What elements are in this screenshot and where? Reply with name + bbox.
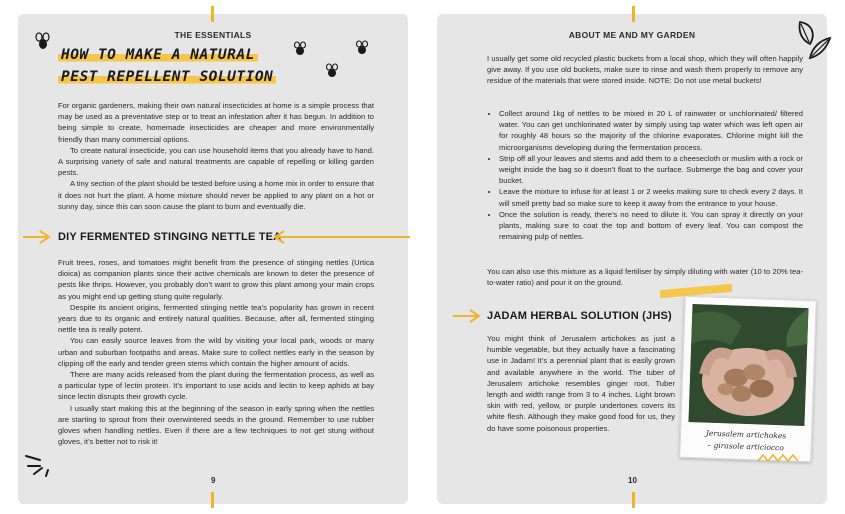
bee-icon bbox=[324, 63, 340, 79]
page-number: 9 bbox=[211, 476, 216, 485]
arrow-left-icon bbox=[272, 230, 412, 244]
photo-polaroid bbox=[679, 296, 817, 463]
spark-lines-icon bbox=[24, 452, 60, 478]
body-paragraph: You can easily source leaves from the wild by visiting your local park, woods or many urban and suburban footpaths and areas. Make sure to collect nettles early in the season by clipping off the early and tender green stems which contain the higher amount of acids. bbox=[58, 336, 374, 368]
body-paragraph: I usually start making this at the beginning of the season in early spring when the nettles are starting to sprout from their overwintered seeds in the ground. Remember to use rubber gloves when handling nettles. Even if there are a few techniques to not get stung without gloves, it’s better not to risk it! bbox=[58, 403, 374, 447]
right-page-header: ABOUT ME AND MY GARDEN bbox=[568, 30, 696, 40]
intro-text bbox=[487, 53, 803, 87]
arrow-right-icon bbox=[452, 309, 482, 323]
page-number: 10 bbox=[628, 476, 637, 485]
list-item: • Leave the mixture to infuse for at least 1 or 2 weeks making sure to check every 2 days. It will smell pretty bad so make sure to keep it away from the entrance to your house. bbox=[499, 186, 803, 208]
list-item: • Once the solution is ready, there’s no need to dilute it. You can spray it directly on your plants, making sure to coat the top and bottom of every leaf. You can compost the remaining pulp of nettles. bbox=[499, 209, 803, 243]
list-item: • Collect around 1kg of nettles to be mixed in 20 L of rainwater or unchlorinated/ filtered water. You can get unchlorinated water by simply using tap water which was left open air for roughly 48 hours so the majority of the chlorine evaporates. Chlorine might kill the microorganisms developing during the fermentation process. bbox=[499, 108, 803, 153]
body-paragraph: You might think of Jerusalem artichokes as just a humble vegetable, but they actually have a fascinating use in Jadam! It’s a perennial plant that is easily grown and available anywhere in the world. The tuber of Jerusalem artichoke resembles ginger root. Tuber length and width range from 3 to 4 inches. Light brown skin with red, yellow, or purple undertones covers its white flesh. Although they make good food for us, they do have some poisonous properties. bbox=[487, 334, 675, 433]
body-paragraph: Despite its ancient origins, fermented stinging nettle tea’s popularity has grown in recent years due to its organic and entirely natural qualities. Because, after all, fermented stinging nettle tea is really potent. bbox=[58, 302, 374, 335]
fertiliser-note bbox=[487, 266, 803, 288]
left-page-header: THE ESSENTIALS bbox=[174, 30, 252, 40]
photo-caption: – girasole articiocco bbox=[707, 440, 785, 453]
intro-paragraph: A tiny section of the plant should be tested before using a home mix in order to ensure that it does not hurt the plant. A home mixture should never be applied to any plant on a hot or sunny day, since this can soon cause the plant to burn and eventually die. bbox=[58, 179, 374, 211]
bottom-tick-left bbox=[211, 492, 214, 508]
artichoke-photo bbox=[688, 304, 808, 426]
intro-paragraph: I usually get some old recycled plastic buckets from a local shop, which they will often happily give away. If you use old buckets, make sure to rinse and wash them properly to remove any residue of the materials that were stored inside. NOTE: Do not use metal buckets! bbox=[487, 54, 803, 86]
steps-list bbox=[487, 108, 803, 242]
photo-caption: Jerusalem artichokes bbox=[705, 428, 787, 441]
section-heading: JADAM HERBAL SOLUTION (JHS) bbox=[487, 310, 672, 322]
top-tick-left bbox=[211, 6, 214, 22]
section-body bbox=[58, 257, 374, 447]
bee-icon bbox=[34, 32, 52, 52]
section-heading: DIY FERMENTED STINGING NETTLE TEA bbox=[58, 231, 282, 243]
top-tick-right bbox=[632, 6, 635, 22]
intro-paragraph: To create natural insecticide, you can use household items that you already have to hand. A surprising variety of safe and natural treatments are capable of repelling or killing garden pests. bbox=[58, 145, 374, 178]
bottom-tick-right bbox=[632, 492, 635, 508]
list-item: • Strip off all your leaves and stems and add them to a cheesecloth or muslim with a rock or weight inside the bag so it doesn’t float to the surface. Submerge the bag and cover your bucket. bbox=[499, 153, 803, 187]
body-paragraph: Fruit trees, roses, and tomatoes might benefit from the presence of stinging nettles (Urtica dioica) as companion plants since their active chemicals are known to deter the presence of pests like thrips. However, you probably don’t want to grow this plant among your main crops as you might end up getting stung quite regularly. bbox=[58, 258, 374, 301]
note-paragraph: You can also use this mixture as a liquid fertiliser by simply diluting with water (10 to 20% tea-to-water ratio) and pour it on the ground. bbox=[487, 267, 803, 288]
body-paragraph: There are many acids released from the plant during the fermentation process, as well as a particular type of lectin protein. It’s important to use acids and lectin to keep aphids at bay since lectin disrupts their growth cycle. bbox=[58, 370, 374, 402]
bee-icon bbox=[354, 40, 370, 56]
intro-text bbox=[58, 100, 374, 212]
intro-paragraph: For organic gardeners, making their own natural insecticides at home is a simple process that may be used as a preventative step or to treat an infestation after it has begun. In addition to being simple to create, homemade insecticides are cheaper and more environmentally friendly than many commercial options. bbox=[58, 101, 374, 144]
page-title-line1: HOW TO MAKE A NATURAL bbox=[58, 47, 258, 63]
bee-icon bbox=[292, 41, 308, 57]
page-title-line2: PEST REPELLENT SOLUTION bbox=[58, 69, 276, 85]
arrow-right-icon bbox=[22, 230, 52, 244]
section-body bbox=[487, 333, 675, 434]
zigzag-decoration bbox=[756, 452, 800, 464]
